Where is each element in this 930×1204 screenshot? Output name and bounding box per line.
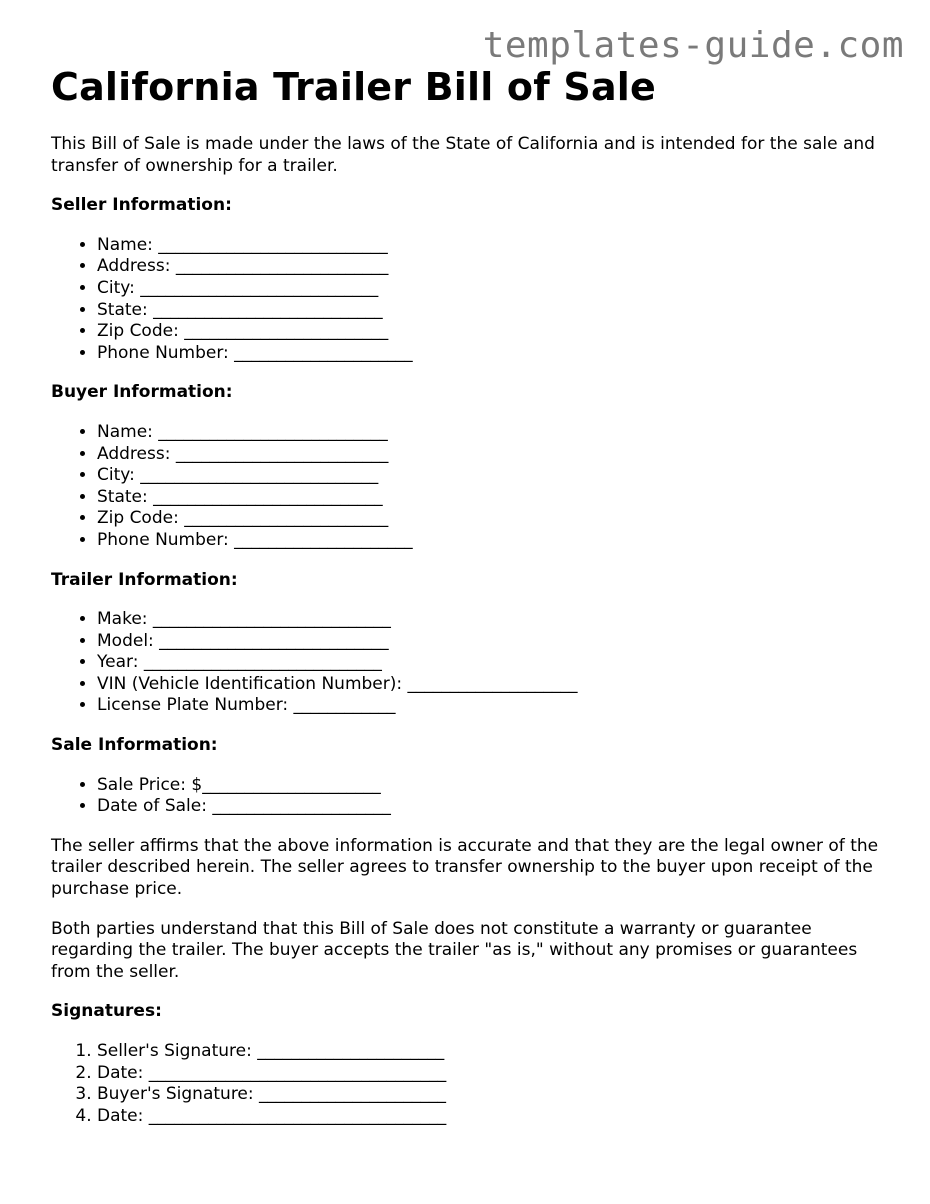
sale-heading: Sale Information: — [51, 735, 218, 756]
seller-address-field: • Address: _________________________ — [97, 256, 891, 278]
sale-date-field: • Date of Sale: _____________________ — [97, 796, 891, 818]
buyer-city-field: • City: ____________________________ — [97, 465, 891, 487]
seller-city-field: • City: ____________________________ — [97, 278, 891, 300]
signatures-heading: Signatures: — [51, 1001, 162, 1022]
sale-price-field: • Sale Price: $_____________________ — [97, 775, 891, 797]
buyer-state-field: • State: ___________________________ — [97, 487, 891, 509]
page-title: California Trailer Bill of Sale — [51, 65, 656, 109]
trailer-plate-field: • License Plate Number: ____________ — [97, 695, 891, 717]
signatures-list — [51, 1041, 891, 1127]
seller-date-field: 2. Date: ___________________________________ — [97, 1063, 891, 1085]
seller-signature-field: 1. Seller's Signature: ______________________ — [97, 1041, 891, 1063]
seller-info-list — [51, 235, 891, 365]
buyer-heading: Buyer Information: — [51, 382, 233, 403]
seller-name-field: • Name: ___________________________ — [97, 235, 891, 257]
site-watermark: templates-guide.com — [482, 25, 904, 66]
trailer-vin-field: • VIN (Vehicle Identification Number): ____________________ — [97, 674, 891, 696]
trailer-make-field: • Make: ____________________________ — [97, 609, 891, 631]
buyer-date-field: 4. Date: ___________________________________ — [97, 1106, 891, 1128]
buyer-name-field: • Name: ___________________________ — [97, 422, 891, 444]
seller-state-field: • State: ___________________________ — [97, 300, 891, 322]
seller-zip-field: • Zip Code: ________________________ — [97, 321, 891, 343]
buyer-info-list — [51, 422, 891, 552]
seller-phone-field: • Phone Number: _____________________ — [97, 343, 891, 365]
intro-paragraph: This Bill of Sale is made under the laws of the State of California and is intended for the sale and transfer of ownership for a trailer. — [51, 134, 875, 176]
buyer-phone-field: • Phone Number: _____________________ — [97, 530, 891, 552]
buyer-zip-field: • Zip Code: ________________________ — [97, 508, 891, 530]
buyer-address-field: • Address: _________________________ — [97, 444, 891, 466]
trailer-model-field: • Model: ___________________________ — [97, 631, 891, 653]
trailer-heading: Trailer Information: — [51, 569, 238, 590]
trailer-info-list — [51, 609, 891, 717]
seller-heading: Seller Information: — [51, 195, 232, 216]
warranty-paragraph: Both parties understand that this Bill of Sale does not constitute a warranty or guarantee regarding the trailer. The buyer accepts the trailer "as is," without any promises or guarantees from the seller. — [51, 918, 858, 982]
sale-info-list — [51, 775, 891, 818]
affirmation-paragraph: The seller affirms that the above information is accurate and that they are the legal owner of the trailer described herein. The seller agrees to transfer ownership to the buyer upon receipt of the purchase price. — [51, 835, 879, 900]
buyer-signature-field: 3. Buyer's Signature: ______________________ — [97, 1084, 891, 1106]
document-body — [51, 64, 891, 1127]
trailer-year-field: • Year: ____________________________ — [97, 652, 891, 674]
